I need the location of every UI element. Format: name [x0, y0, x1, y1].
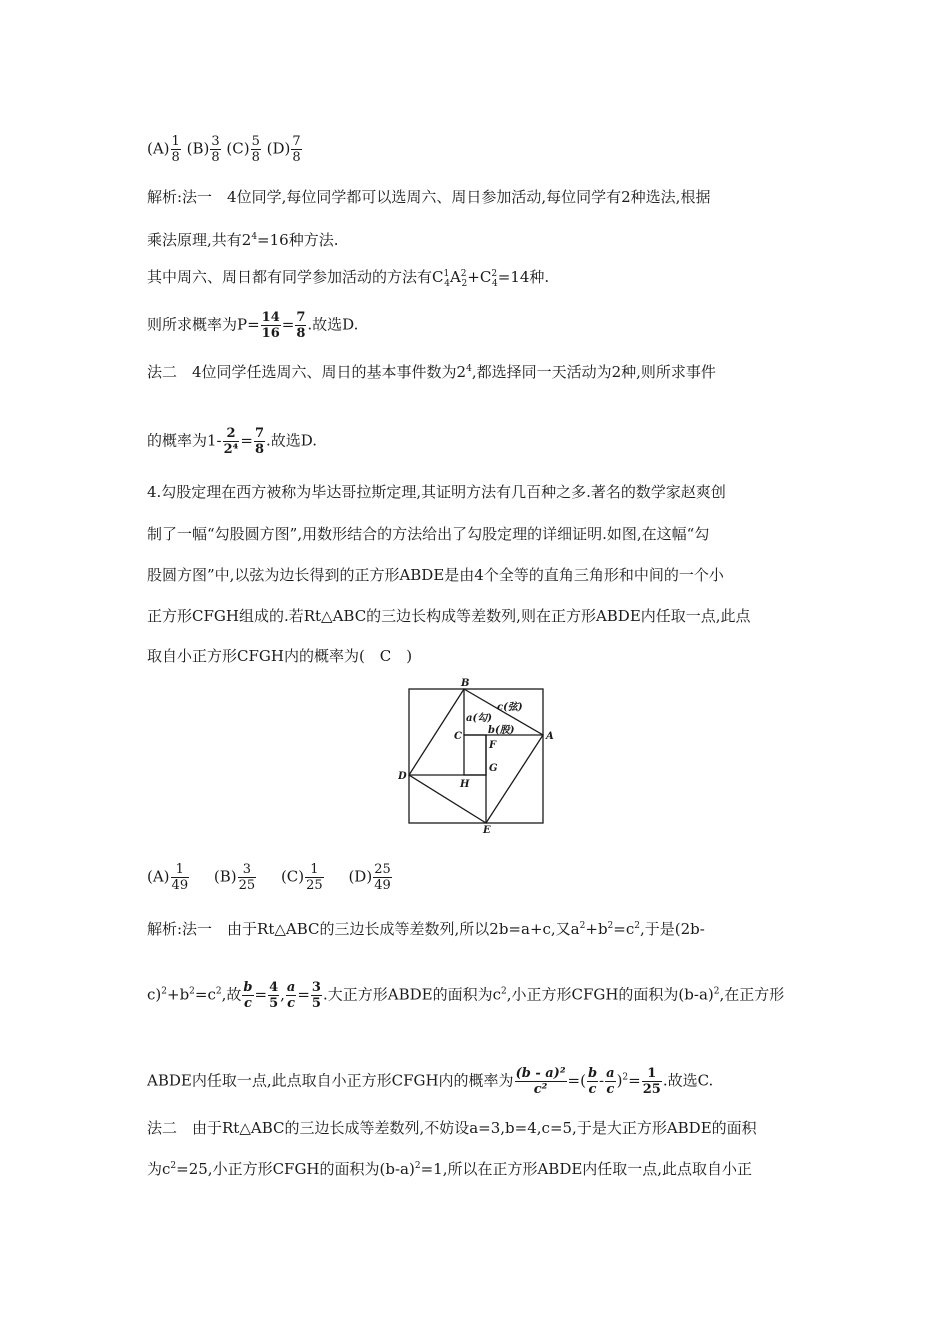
gougu-diagram: [398, 676, 558, 836]
label-leg-a: a(勾): [466, 713, 492, 724]
label-leg-b: b(股): [488, 725, 515, 736]
q3-choice-d-frac: $\frac{7}{8}$: [292, 134, 301, 165]
label-b: B: [461, 678, 470, 689]
label-c: C: [454, 731, 462, 742]
square-abde: [409, 689, 543, 823]
label-g: G: [489, 763, 498, 774]
q4-sol1-line3: ABDE内任取一点,此点取自小正方形CFGH内的概率为 $\frac{\text{(b - a)²}}{\text{c²}}$ =( $\frac{b}{c}$ - $\frac{a}{c}$ )$^2$= $\frac{1}{25}$ .故选C.: [147, 1066, 714, 1097]
q3-choice-c-frac: $\frac{5}{8}$: [251, 134, 260, 165]
q3-sol1-line4: 则所求概率为P= $\frac{14}{16}$ = $\frac{7}{8}$ .故选D.: [147, 310, 359, 341]
q4-stem-line3: 股圆方图”中,以弦为边长得到的正方形ABDE是由4个全等的直角三角形和中间的一个小: [147, 566, 724, 584]
q4-stem-line2: 制了一幅“勾股圆方图”,用数形结合的方法给出了勾股定理的详细证明.如图,在这幅“勾: [147, 525, 710, 543]
label-d: D: [398, 771, 407, 782]
q3-sol1-line1: 解析:法一 4位同学,每位同学都可以选周六、周日参加活动,每位同学有2种选法,根据: [147, 188, 711, 206]
label-a: A: [546, 731, 554, 742]
q4-stem-line1: 4.勾股定理在西方被称为毕达哥拉斯定理,其证明方法有几百种之多.著名的数学家赵爽创: [147, 483, 726, 501]
gougu-square-figure: [398, 676, 558, 836]
outer-square: [409, 689, 543, 823]
label-f: F: [489, 740, 497, 751]
label-hypotenuse: c(弦): [497, 702, 523, 713]
q4-sol1-line1: 解析:法一 由于Rt△ABC的三边长成等差数列,所以2b=a+c,又$a^2+b^2=c^2$,于是(2b-: [147, 920, 705, 938]
q4-choices: (A) $\frac{1}{49}$ (B) $\frac{3}{25}$ (C) $\frac{1}{25}$ (D) $\frac{25}{49}$: [147, 862, 391, 893]
q3-choice-b-frac: $\frac{3}{8}$: [211, 134, 220, 165]
q4-stem-line4: 正方形CFGH组成的.若Rt△ABC的三边长构成等差数列,则在正方形ABDE内任取一点,此点: [147, 607, 751, 625]
q3-choice-a-frac: $\frac{1}{8}$: [171, 134, 180, 165]
label-e: E: [483, 825, 491, 836]
q3-sol1-line2: 乘法原理,共有$2^4=16$种方法.: [147, 231, 339, 249]
q3-sol2-line2: 的概率为1- $\frac{2}{\text{2⁴}}$ = $\frac{7}{8}$ .故选D.: [147, 426, 318, 457]
q3-sol1-line3: 其中周六、周日都有同学参加活动的方法有$C^1_4A^2_2+C^2_4=14$种.: [147, 268, 550, 289]
q4-sol2-line2: 为$c^2=25$,小正方形CFGH的面积为$(b-a)^2=1$,所以在正方形ABDE内任取一点,此点取自小正: [147, 1160, 753, 1178]
small-square-cfgh: [464, 735, 486, 775]
label-h: H: [460, 779, 470, 790]
q4-sol2-line1: 法二 由于Rt△ABC的三边长成等差数列,不妨设a=3,b=4,c=5,于是大正方形ABDE的面积: [147, 1119, 757, 1137]
q3-sol2-line1: 法二 4位同学任选周六、周日的基本事件数为$2^4$,都选择同一天活动为2种,则所求事件: [147, 363, 716, 381]
q4-stem-line5: 取自小正方形CFGH内的概率为( C ): [147, 647, 413, 665]
q3-choices: (A) $\frac{1}{8}$ (B) $\frac{3}{8}$ (C) $\frac{5}{8}$ (D) $\frac{7}{8}$: [147, 134, 301, 165]
q4-sol1-line2: $c)^2+b^2=c^2$,故 $\frac{b}{c}$ = $\frac{4}{5}$ , $\frac{a}{c}$ = $\frac{3}{5}$ .大正方形ABDE的面积为$c^2$,小正方形CFGH的面积为$(b-a)^2$,在正方形: [147, 980, 785, 1011]
